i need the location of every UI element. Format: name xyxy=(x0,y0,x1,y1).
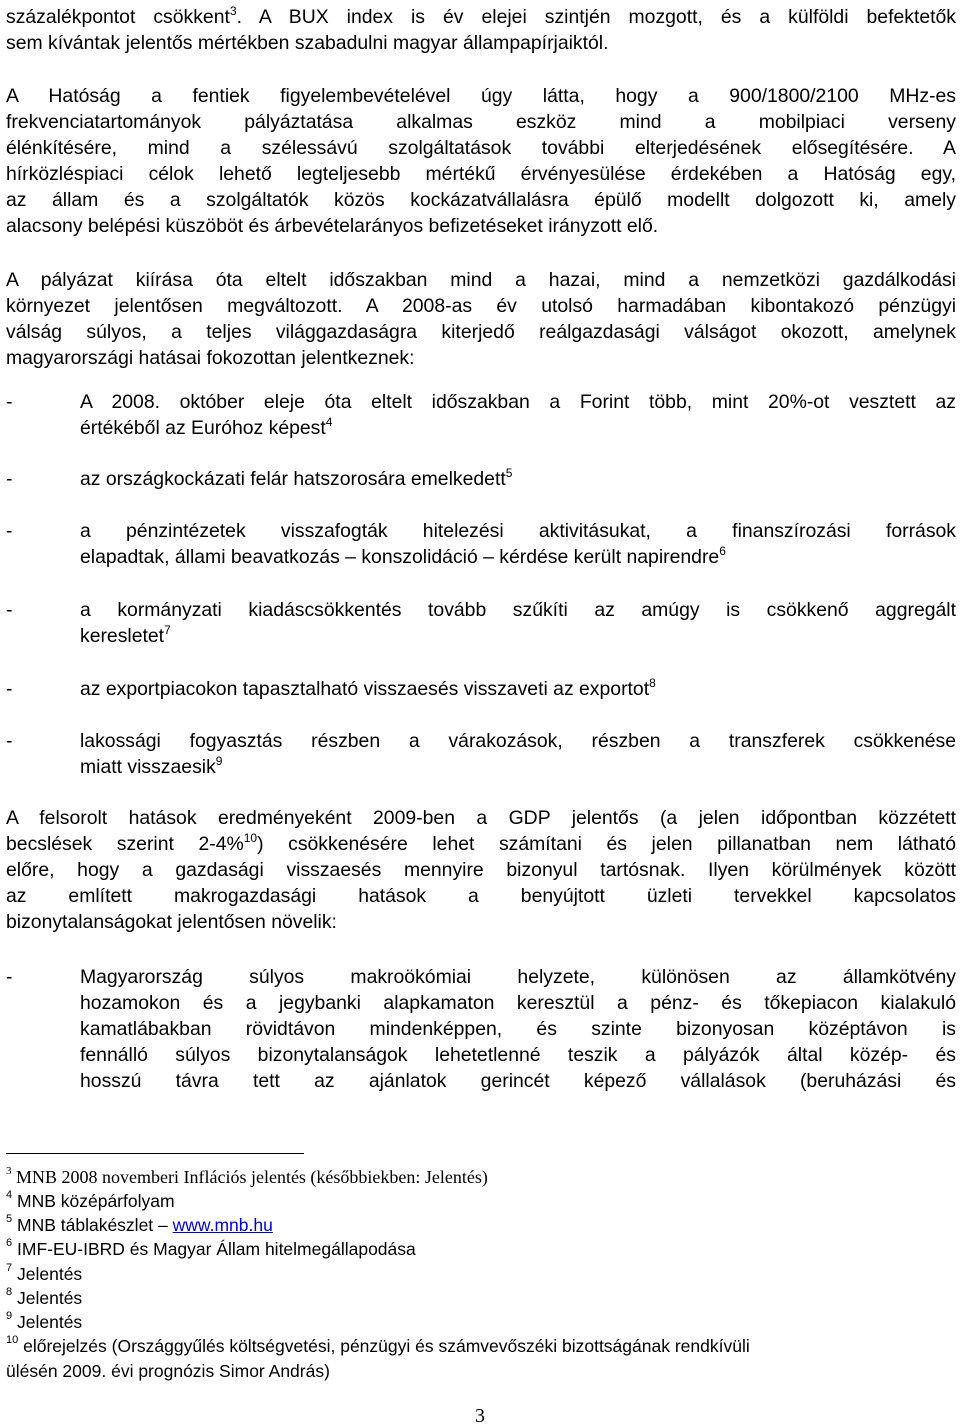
bullet-line: elapadtak, állami beavatkozás – konszolidáció – kérdése került napirendre$^6$ xyxy=(80,543,726,568)
bullet-line: az országkockázati felár hatszorosára emelkedett$^5$ xyxy=(80,465,513,490)
bullet-line: értékéből az Euróhoz képest$^4$ xyxy=(80,414,333,439)
footnote: $^3$ MNB 2008 novemberi Inflációs jelentés (későbbiekben: Jelentés) xyxy=(6,1165,488,1187)
text-line: válság súlyos, a teljes világgazdaságra kiterjedő reálgazdasági válságot okozott, amelynek xyxy=(6,321,956,343)
text-line: A felsorolt hatások eredményeként 2009-ben a GDP jelentős (a jelen időpontban közzétett xyxy=(6,807,956,829)
footnote: $^{10}$ előrejelzés (Országgyűlés költségvetési, pénzügyi és számvevőszéki bizottságának rendkívüli xyxy=(6,1334,750,1356)
bullet-line: miatt visszaesik$^9$ xyxy=(80,753,223,778)
text-line: hírközléspiaci célok lehető legteljesebb mértékű érvényesülése érdekében a Hatóság egy, xyxy=(6,163,956,185)
footnote: $^7$ Jelentés xyxy=(6,1262,83,1284)
bullet-line: hozamokon és a jegybanki alapkamaton keresztül a pénz- és tőkepiacon kialakuló xyxy=(80,992,956,1014)
text-line: élénkítésére, mind a szélessávú szolgáltatások további elterjedésének elősegítésére. A xyxy=(6,137,956,159)
bullet-dash: - xyxy=(6,966,13,988)
bullet-dash: - xyxy=(6,468,13,490)
bullet-dash: - xyxy=(6,391,13,413)
footnote: $^6$ IMF-EU-IBRD és Magyar Állam hitelmegállapodása xyxy=(6,1237,416,1259)
bullet-line: lakossági fogyasztás részben a várakozások, részben a transzferek csökkenése xyxy=(80,730,956,752)
bullet-line: a kormányzati kiadáscsökkentés tovább szűkíti az amúgy is csökkenő aggregált xyxy=(80,599,956,621)
text-line: A Hatóság a fentiek figyelembevételével úgy látta, hogy a 900/1800/2100 MHz-es xyxy=(6,85,956,107)
bullet-line: Magyarország súlyos makroökómiai helyzete, különösen az államkötvény xyxy=(80,966,956,988)
footnote: $^5$ MNB táblakészlet – www.mnb.hu xyxy=(6,1213,273,1235)
bullet-line: kamatlábakban rövidtávon mindenképpen, és szinte bizonyosan középtávon is xyxy=(80,1018,956,1040)
text-line: A pályázat kiírása óta eltelt időszakban mind a hazai, mind a nemzetközi gazdálkodási xyxy=(6,269,956,291)
footnote-separator xyxy=(6,1153,304,1154)
footnote: $^9$ Jelentés xyxy=(6,1310,83,1332)
footnote: $^8$ Jelentés xyxy=(6,1286,83,1308)
text-line: előre, hogy a gazdasági visszaesés mennyire bizonyul tartósnak. Ilyen körülmények között xyxy=(6,859,956,881)
footnote: ülésén 2009. évi prognózis Simor András) xyxy=(6,1361,330,1381)
text-line: sem kívántak jelentős mértékben szabadulni magyar állampapírjaiktól. xyxy=(6,32,609,54)
bullet-line: az exportpiacokon tapasztalható visszaesés visszaveti az exportot$^8$ xyxy=(80,675,656,700)
text-line: az állam és a szolgáltatók közös kockázatvállalásra épülő modellt dolgozott ki, amely xyxy=(6,189,956,211)
bullet-line: fennálló súlyos bizonytalanságok lehetetlenné teszik a pályázók által közép- és xyxy=(80,1044,956,1066)
text-line: magyarországi hatásai fokozottan jelentkeznek: xyxy=(6,347,415,369)
bullet-line: A 2008. október eleje óta eltelt időszakban a Forint több, mint 20%-ot vesztett az xyxy=(80,391,956,413)
text-line: százalékpontot csökkent$^3$. A BUX index is év elejei szintjén mozgott, és a külföldi befektetők xyxy=(6,3,956,28)
bullet-line: a pénzintézetek visszafogták hitelezési aktivitásukat, a finanszírozási források xyxy=(80,520,956,542)
text-line: alacsony belépési küszöböt és árbevételarányos befizetéseket irányzott elő. xyxy=(6,215,659,237)
text-line: az említett makrogazdasági hatások a benyújtott üzleti tervekkel kapcsolatos xyxy=(6,885,956,907)
mnb-link[interactable]: www.mnb.hu xyxy=(172,1215,273,1235)
text-line: környezet jelentősen megváltozott. A 2008-as év utolsó harmadában kibontakozó pénzügyi xyxy=(6,295,956,317)
bullet-dash: - xyxy=(6,599,13,621)
bullet-line: hosszú távra tett az ajánlatok gerincét képező vállalások (beruházási és xyxy=(80,1070,956,1092)
text-line: becslések szerint 2-4%$^{10}$) csökkenésére lehet számítani és jelen pillanatban nem látható xyxy=(6,830,956,855)
bullet-dash: - xyxy=(6,678,13,700)
text-line: bizonytalanságokat jelentősen növelik: xyxy=(6,911,337,933)
footnote: $^4$ MNB középárfolyam xyxy=(6,1189,175,1211)
bullet-line: keresletet$^7$ xyxy=(80,622,171,647)
page-number: 3 xyxy=(475,1405,485,1427)
bullet-dash: - xyxy=(6,730,13,752)
text-line: frekvenciatartományok pályáztatása alkalmas eszköz mind a mobilpiaci verseny xyxy=(6,111,956,133)
bullet-dash: - xyxy=(6,520,13,542)
